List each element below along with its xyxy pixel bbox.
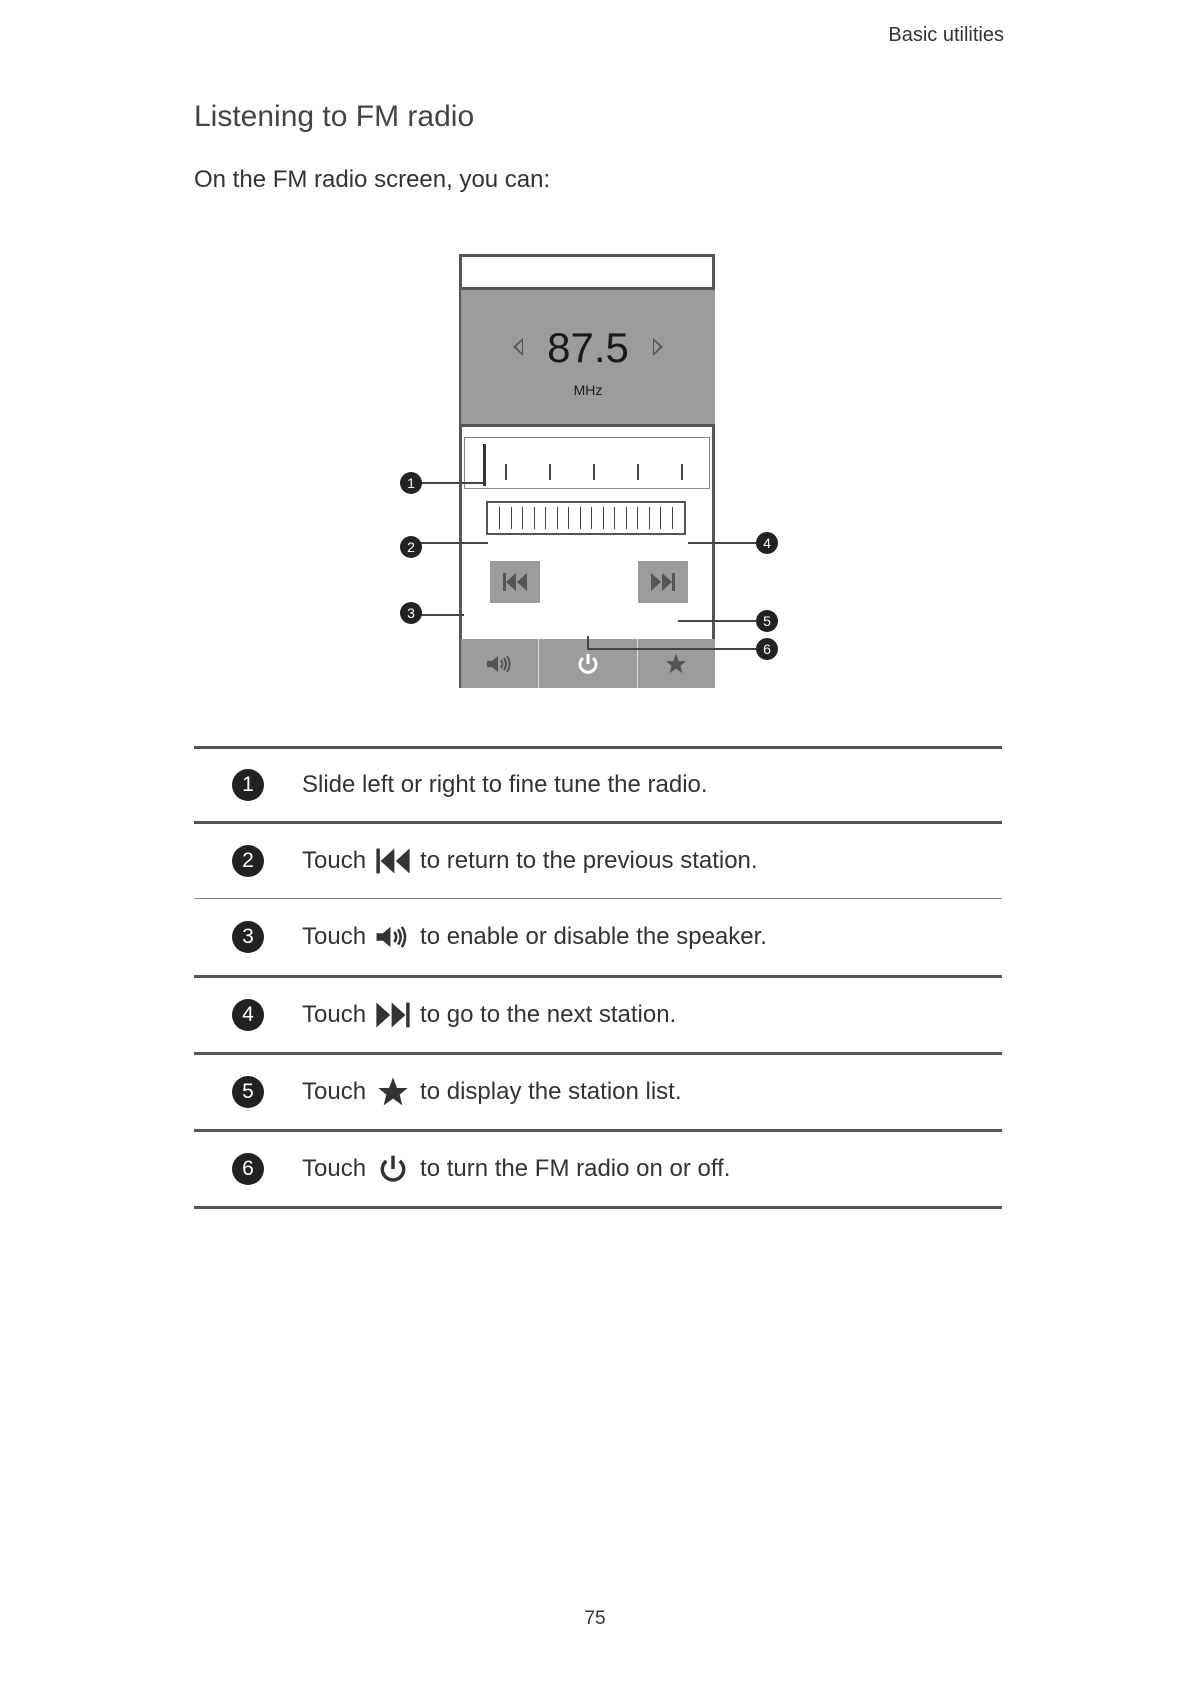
frequency-scale xyxy=(464,437,710,489)
instructions-table xyxy=(194,746,1002,1209)
row-number: 5 xyxy=(232,1076,264,1108)
previous-station-button[interactable] xyxy=(490,561,540,603)
leader-line xyxy=(688,542,756,544)
previous-station-icon xyxy=(502,572,528,592)
power-icon xyxy=(374,1152,412,1186)
touch-label: Touch xyxy=(302,1155,367,1182)
row-text: to enable or disable the speaker. xyxy=(420,923,767,950)
callout-5: 5 xyxy=(756,610,778,632)
row-text: to return to the previous station. xyxy=(420,847,758,874)
scale-tick xyxy=(593,464,595,480)
scale-tick xyxy=(505,464,507,480)
row-number: 1 xyxy=(232,769,264,801)
previous-station-icon xyxy=(374,844,412,878)
phone-frame xyxy=(459,254,715,688)
table-row xyxy=(194,1129,1002,1209)
leader-line xyxy=(420,482,484,484)
speaker-icon xyxy=(485,653,515,675)
intro-text: On the FM radio screen, you can: xyxy=(194,166,551,193)
speaker-button[interactable] xyxy=(461,639,539,688)
callout-3: 3 xyxy=(400,602,422,624)
table-row xyxy=(194,898,1002,975)
callout-6: 6 xyxy=(756,638,778,660)
table-row xyxy=(194,746,1002,821)
frequency-cursor xyxy=(483,444,486,486)
touch-label: Touch xyxy=(302,847,367,874)
row-number: 3 xyxy=(232,921,264,953)
power-icon xyxy=(576,652,600,676)
frequency-value: 87.5 xyxy=(547,324,629,371)
table-row xyxy=(194,1052,1002,1129)
row-text: Slide left or right to fine tune the radio. xyxy=(302,771,708,798)
row-number: 2 xyxy=(232,845,264,877)
row-number: 6 xyxy=(232,1153,264,1185)
touch-label: Touch xyxy=(302,1001,367,1028)
page-title: Listening to FM radio xyxy=(194,100,475,133)
section-header: Basic utilities xyxy=(888,24,1004,46)
speaker-icon xyxy=(374,920,412,954)
row-text: to turn the FM radio on or off. xyxy=(420,1155,731,1182)
row-text: to go to the next station. xyxy=(420,1001,677,1028)
favorites-button[interactable] xyxy=(638,639,715,688)
tune-right-arrow-icon[interactable] xyxy=(653,338,663,356)
next-station-icon xyxy=(374,998,412,1032)
frequency-unit: MHz xyxy=(573,382,603,398)
callout-2: 2 xyxy=(400,536,422,558)
scale-tick xyxy=(681,464,683,480)
next-station-button[interactable] xyxy=(638,561,688,603)
touch-label: Touch xyxy=(302,923,367,950)
table-row xyxy=(194,975,1002,1052)
callout-4: 4 xyxy=(756,532,778,554)
leader-line xyxy=(587,648,756,650)
scale-tick xyxy=(549,464,551,480)
star-icon xyxy=(374,1075,412,1109)
next-station-icon xyxy=(650,572,676,592)
callout-1: 1 xyxy=(400,472,422,494)
table-row xyxy=(194,821,1002,898)
star-icon xyxy=(665,653,687,675)
row-number: 4 xyxy=(232,999,264,1031)
page-number: 75 xyxy=(584,1608,606,1629)
fine-tune-slider[interactable] xyxy=(486,501,686,535)
frequency-panel xyxy=(461,287,715,427)
touch-label: Touch xyxy=(302,1078,367,1105)
row-text: to display the station list. xyxy=(420,1078,682,1105)
fm-radio-screen-figure xyxy=(400,250,780,710)
leader-line xyxy=(420,542,488,544)
scale-tick xyxy=(637,464,639,480)
leader-line xyxy=(678,620,756,622)
leader-line xyxy=(420,614,464,616)
